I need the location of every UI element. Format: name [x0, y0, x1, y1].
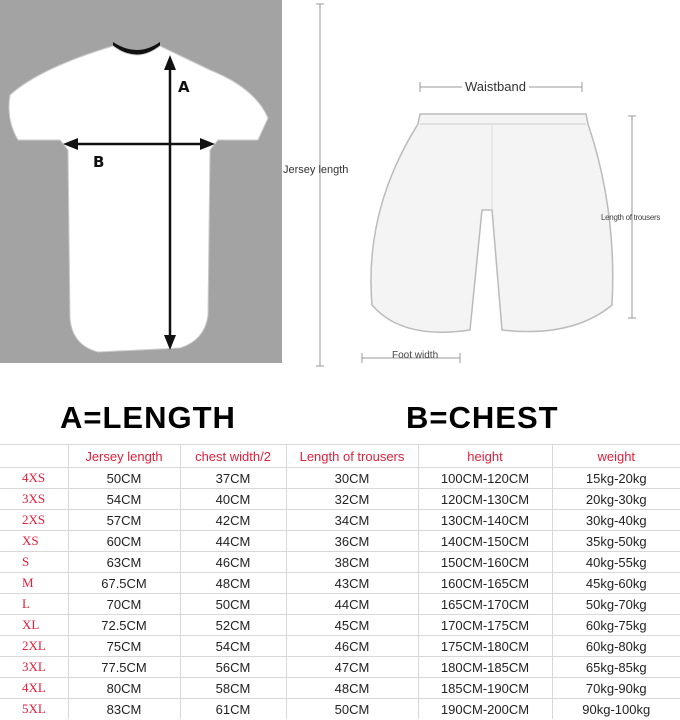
cell: 54CM — [180, 636, 286, 657]
cell: 90kg-100kg — [552, 699, 680, 720]
table-row — [0, 531, 680, 552]
shirt-body-shape — [9, 46, 268, 352]
size-cell: 4XS — [0, 468, 68, 489]
cell: 44CM — [286, 594, 418, 615]
cell: 15kg-20kg — [552, 468, 680, 489]
cell: 175CM-180CM — [418, 636, 552, 657]
size-cell: S — [0, 552, 68, 573]
cell: 61CM — [180, 699, 286, 720]
cell: 180CM-185CM — [418, 657, 552, 678]
waistband-label: Waistband — [462, 79, 529, 94]
cell: 80CM — [68, 678, 180, 699]
cell: 45kg-60kg — [552, 573, 680, 594]
cell: 37CM — [180, 468, 286, 489]
cell: 72.5CM — [68, 615, 180, 636]
cell: 34CM — [286, 510, 418, 531]
table-row — [0, 468, 680, 489]
cell: 32CM — [286, 489, 418, 510]
size-cell: 5XL — [0, 699, 68, 720]
size-cell: XL — [0, 615, 68, 636]
size-cell: M — [0, 573, 68, 594]
cell: 60kg-80kg — [552, 636, 680, 657]
table-row — [0, 489, 680, 510]
cell: 63CM — [68, 552, 180, 573]
cell: 160CM-165CM — [418, 573, 552, 594]
size-cell: XS — [0, 531, 68, 552]
header-trousers-length: Length of trousers — [286, 445, 418, 468]
cell: 56CM — [180, 657, 286, 678]
header-height: height — [418, 445, 552, 468]
cell: 70kg-90kg — [552, 678, 680, 699]
size-cell: 4XL — [0, 678, 68, 699]
cell: 40kg-55kg — [552, 552, 680, 573]
header-size — [0, 445, 68, 468]
header-jersey-length: Jersey length — [68, 445, 180, 468]
table-row — [0, 615, 680, 636]
cell: 30kg-40kg — [552, 510, 680, 531]
cell: 40CM — [180, 489, 286, 510]
cell: 130CM-140CM — [418, 510, 552, 531]
cell: 170CM-175CM — [418, 615, 552, 636]
cell: 65kg-85kg — [552, 657, 680, 678]
cell: 120CM-130CM — [418, 489, 552, 510]
table-row — [0, 594, 680, 615]
size-chart-table — [0, 444, 680, 719]
heading-length: A=LENGTH — [60, 400, 236, 435]
cell: 45CM — [286, 615, 418, 636]
cell: 58CM — [180, 678, 286, 699]
cell: 140CM-150CM — [418, 531, 552, 552]
table-row — [0, 699, 680, 720]
cell: 75CM — [68, 636, 180, 657]
cell: 30CM — [286, 468, 418, 489]
cell: 50CM — [68, 468, 180, 489]
cell: 48CM — [286, 678, 418, 699]
size-cell: 3XS — [0, 489, 68, 510]
header-chest-width: chest width/2 — [180, 445, 286, 468]
cell: 46CM — [180, 552, 286, 573]
cell: 36CM — [286, 531, 418, 552]
cell: 42CM — [180, 510, 286, 531]
cell: 60kg-75kg — [552, 615, 680, 636]
label-a: A — [178, 78, 190, 96]
cell: 54CM — [68, 489, 180, 510]
cell: 50kg-70kg — [552, 594, 680, 615]
cell: 44CM — [180, 531, 286, 552]
trousers-length-label: Length of trousers — [601, 213, 661, 222]
cell: 52CM — [180, 615, 286, 636]
table-header-row — [0, 445, 680, 468]
cell: 47CM — [286, 657, 418, 678]
cell: 35kg-50kg — [552, 531, 680, 552]
cell: 60CM — [68, 531, 180, 552]
cell: 77.5CM — [68, 657, 180, 678]
cell: 190CM-200CM — [418, 699, 552, 720]
foot-width-label: Foot width — [392, 350, 439, 361]
size-cell: 2XL — [0, 636, 68, 657]
shorts-illustration — [282, 0, 680, 400]
cell: 43CM — [286, 573, 418, 594]
cell: 57CM — [68, 510, 180, 531]
jersey-illustration — [0, 0, 282, 363]
size-cell: 2XS — [0, 510, 68, 531]
header-weight: weight — [552, 445, 680, 468]
size-cell: L — [0, 594, 68, 615]
cell: 165CM-170CM — [418, 594, 552, 615]
table-row — [0, 636, 680, 657]
cell: 20kg-30kg — [552, 489, 680, 510]
cell: 38CM — [286, 552, 418, 573]
table-row — [0, 573, 680, 594]
size-cell: 3XL — [0, 657, 68, 678]
cell: 67.5CM — [68, 573, 180, 594]
table-row — [0, 510, 680, 531]
cell: 48CM — [180, 573, 286, 594]
table-row — [0, 678, 680, 699]
cell: 185CM-190CM — [418, 678, 552, 699]
cell: 50CM — [180, 594, 286, 615]
jersey-length-label: Jersey length — [283, 164, 349, 176]
cell: 46CM — [286, 636, 418, 657]
heading-chest: B=CHEST — [406, 400, 559, 435]
table-row — [0, 552, 680, 573]
label-b: B — [93, 153, 105, 171]
cell: 150CM-160CM — [418, 552, 552, 573]
cell: 83CM — [68, 699, 180, 720]
cell: 50CM — [286, 699, 418, 720]
cell: 70CM — [68, 594, 180, 615]
table-row — [0, 657, 680, 678]
cell: 100CM-120CM — [418, 468, 552, 489]
